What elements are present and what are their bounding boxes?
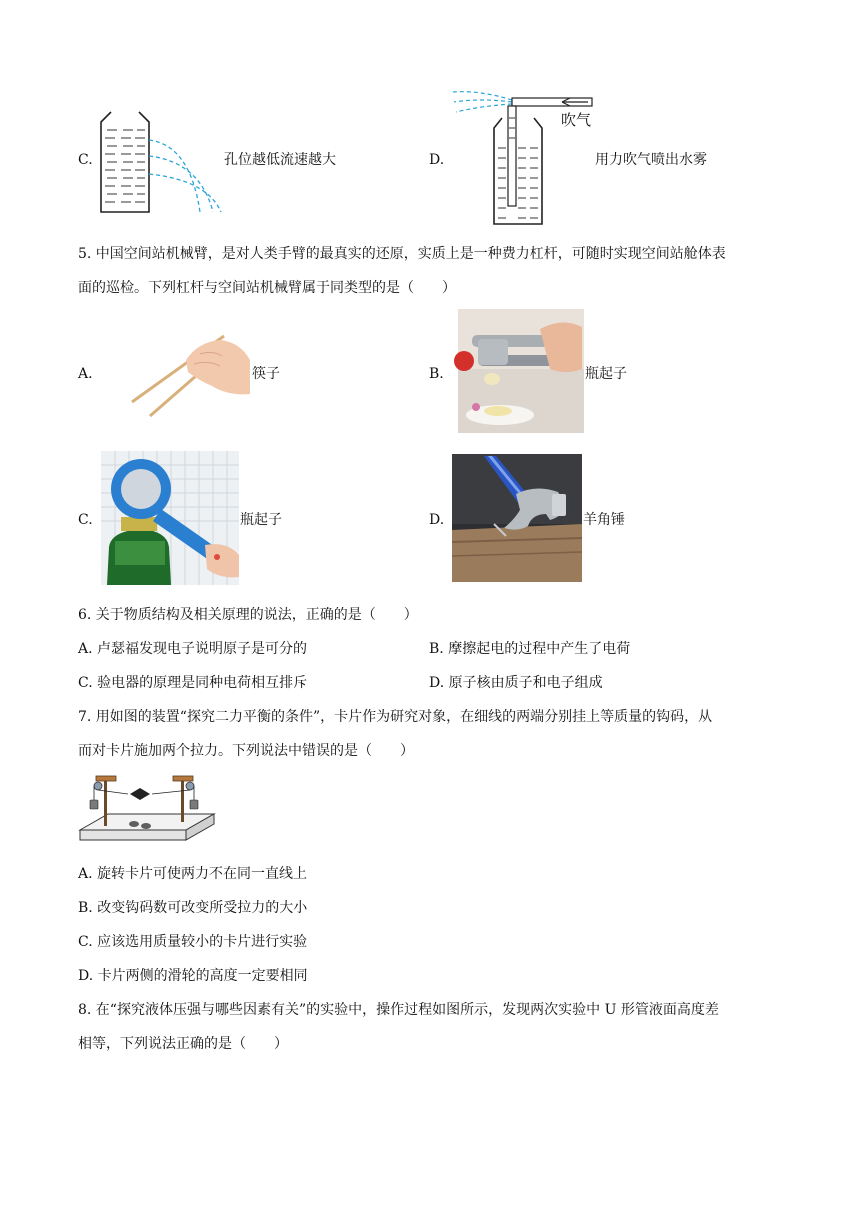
q5-option-d-caption: 羊角锤 — [583, 512, 625, 528]
blow-tube-diagram — [450, 88, 600, 228]
q5-option-b-caption: 瓶起子 — [585, 366, 627, 382]
chopsticks-image — [128, 330, 252, 418]
bottle-holes-diagram — [95, 100, 235, 220]
question-5-stem-line1: 5. 中国空间站机械臂，是对人类手臂的最真实的还原，实质上是一种费力杠杆，可随时实现空间站舱体表 — [78, 246, 726, 262]
q5-option-c-caption: 瓶起子 — [240, 512, 282, 528]
q6-option-b: B. 摩擦起电的过程中产生了电荷 — [429, 641, 631, 657]
option-letter-c: C. — [78, 152, 93, 168]
question-6-stem: 6. 关于物质结构及相关原理的说法，正确的是（ ） — [78, 607, 418, 623]
q6-option-a: A. 卢瑟福发现电子说明原子是可分的 — [78, 641, 308, 657]
question-5-stem-line2: 面的巡检。下列杠杆与空间站机械臂属于同类型的是（ ） — [78, 280, 456, 296]
q5-option-d-letter: D. — [429, 512, 445, 528]
q5-option-b-letter: B. — [429, 366, 444, 382]
question-7-stem-line2: 而对卡片施加两个拉力。下列说法中错误的是（ ） — [78, 743, 414, 759]
blow-label: 吹气 — [561, 111, 592, 129]
q7-option-a: A. 旋转卡片可使两力不在同一直线上 — [78, 866, 308, 882]
question-8-stem-line2: 相等，下列说法正确的是（ ） — [78, 1036, 288, 1052]
garlic-press-image — [458, 309, 584, 433]
option-letter-d: D. — [429, 152, 445, 168]
question-8-stem-line1: 8. 在“探究液体压强与哪些因素有关”的实验中，操作过程如图所示，发现两次实验中 U 形管液面高度差 — [78, 1002, 719, 1018]
q5-option-c-letter: C. — [78, 512, 93, 528]
q7-option-d: D. 卡片两侧的滑轮的高度一定要相同 — [78, 968, 308, 984]
bottle-opener-image — [101, 451, 239, 585]
question-7-stem-line1: 7. 用如图的装置“探究二力平衡的条件”，卡片作为研究对象，在细线的两端分别挂上等质量的钩码，从 — [78, 709, 713, 725]
q6-option-d: D. 原子核由质子和电子组成 — [429, 675, 603, 691]
q7-option-b: B. 改变钩码数可改变所受拉力的大小 — [78, 900, 308, 916]
claw-hammer-image — [452, 454, 582, 582]
q6-option-c: C. 验电器的原理是同种电荷相互排斥 — [78, 675, 308, 691]
two-force-balance-apparatus — [78, 768, 218, 852]
option-caption-d: 用力吹气喷出水雾 — [595, 152, 707, 168]
q5-option-a-caption: 筷子 — [252, 366, 280, 382]
q7-option-c: C. 应该选用质量较小的卡片进行实验 — [78, 934, 308, 950]
q5-option-a-letter: A. — [78, 366, 93, 382]
option-caption-c: 孔位越低流速越大 — [224, 152, 336, 168]
